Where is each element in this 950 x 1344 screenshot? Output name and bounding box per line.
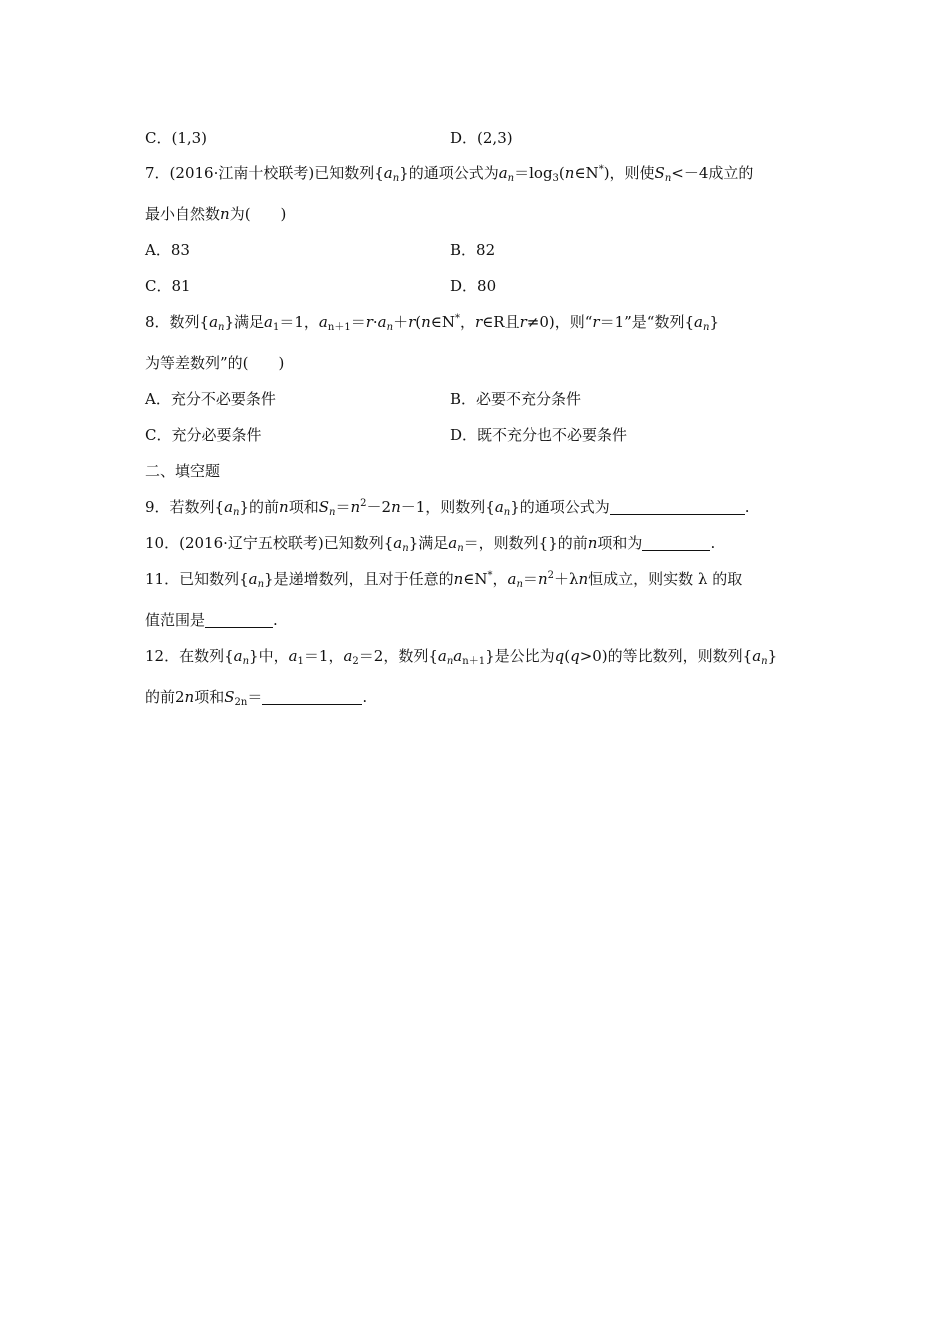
q12-answer-blank — [262, 689, 362, 705]
q8-option-c: C．充分必要条件 — [145, 426, 262, 444]
q6-option-c: C．(1,3) — [145, 129, 208, 147]
q9-answer-blank — [610, 499, 745, 515]
q9-stem: 9．若数列$\{a_n\}$的前n项和$S_n=n^2-2n-1$，则数列$\{a_n\}$的通项公式为 . — [145, 498, 750, 518]
q7-option-d: D．80 — [450, 277, 497, 295]
q8-stem-line2: 为等差数列”的( ) — [145, 354, 285, 372]
q7-option-b: B．82 — [450, 241, 496, 259]
q7-option-a: A．83 — [145, 241, 190, 259]
q12-stem-line2: 的前2n项和$S_{2n}=$ . — [145, 688, 368, 708]
q7-option-c: C．81 — [145, 277, 191, 295]
q8-stem: 8．数列$\{a_n\}$满足$a_1=1$，$a_{n+1}=r\cdot a_n+r(n\in N^*$，r∈R且r≠0)，则“r＝1”是“数列$\{a_n\}$ — [145, 313, 719, 333]
q11-stem-line2: 值范围是 . — [145, 611, 278, 629]
q10-source: (2016·辽宁五校联考) — [179, 534, 324, 552]
q6-option-d: D．(2,3) — [450, 129, 513, 147]
q7-source: (2016·江南十校联考) — [169, 164, 315, 182]
q8-option-b: B．必要不充分条件 — [450, 390, 582, 408]
q10-stem: 10．(2016·辽宁五校联考)已知数列$\{a_n\}$满足$a_n=$，则数列{}的前n项和为 . — [145, 534, 716, 554]
q12-stem: 12．在数列$\{a_n\}$中，$a_1=1$，$a_2=2$，数列$\{a_na_{n+1}\}$是公比为q(q>0)的等比数列，则数列$\{a_n\}$ — [145, 647, 778, 667]
q7-stem-line2: 最小自然数n为( ) — [145, 205, 287, 223]
q10-answer-blank — [642, 535, 710, 551]
section-title: 二、填空题 — [145, 462, 221, 480]
q7-stem: 7．(2016·江南十校联考)已知数列$\{a_n\}$的通项公式为$a_n=\log_3(n\in N^*)$，则使$S_n<-4$成立的 — [145, 164, 754, 184]
q11-stem: 11．已知数列$\{a_n\}$是递增数列，且对于任意的n∈N*，$a_n=n^2+\lambda n$恒成立，则实数 λ 的取 — [145, 570, 743, 590]
q8-option-d: D．既不充分也不必要条件 — [450, 426, 628, 444]
q8-option-a: A．充分不必要条件 — [145, 390, 276, 408]
q11-answer-blank — [205, 612, 273, 628]
